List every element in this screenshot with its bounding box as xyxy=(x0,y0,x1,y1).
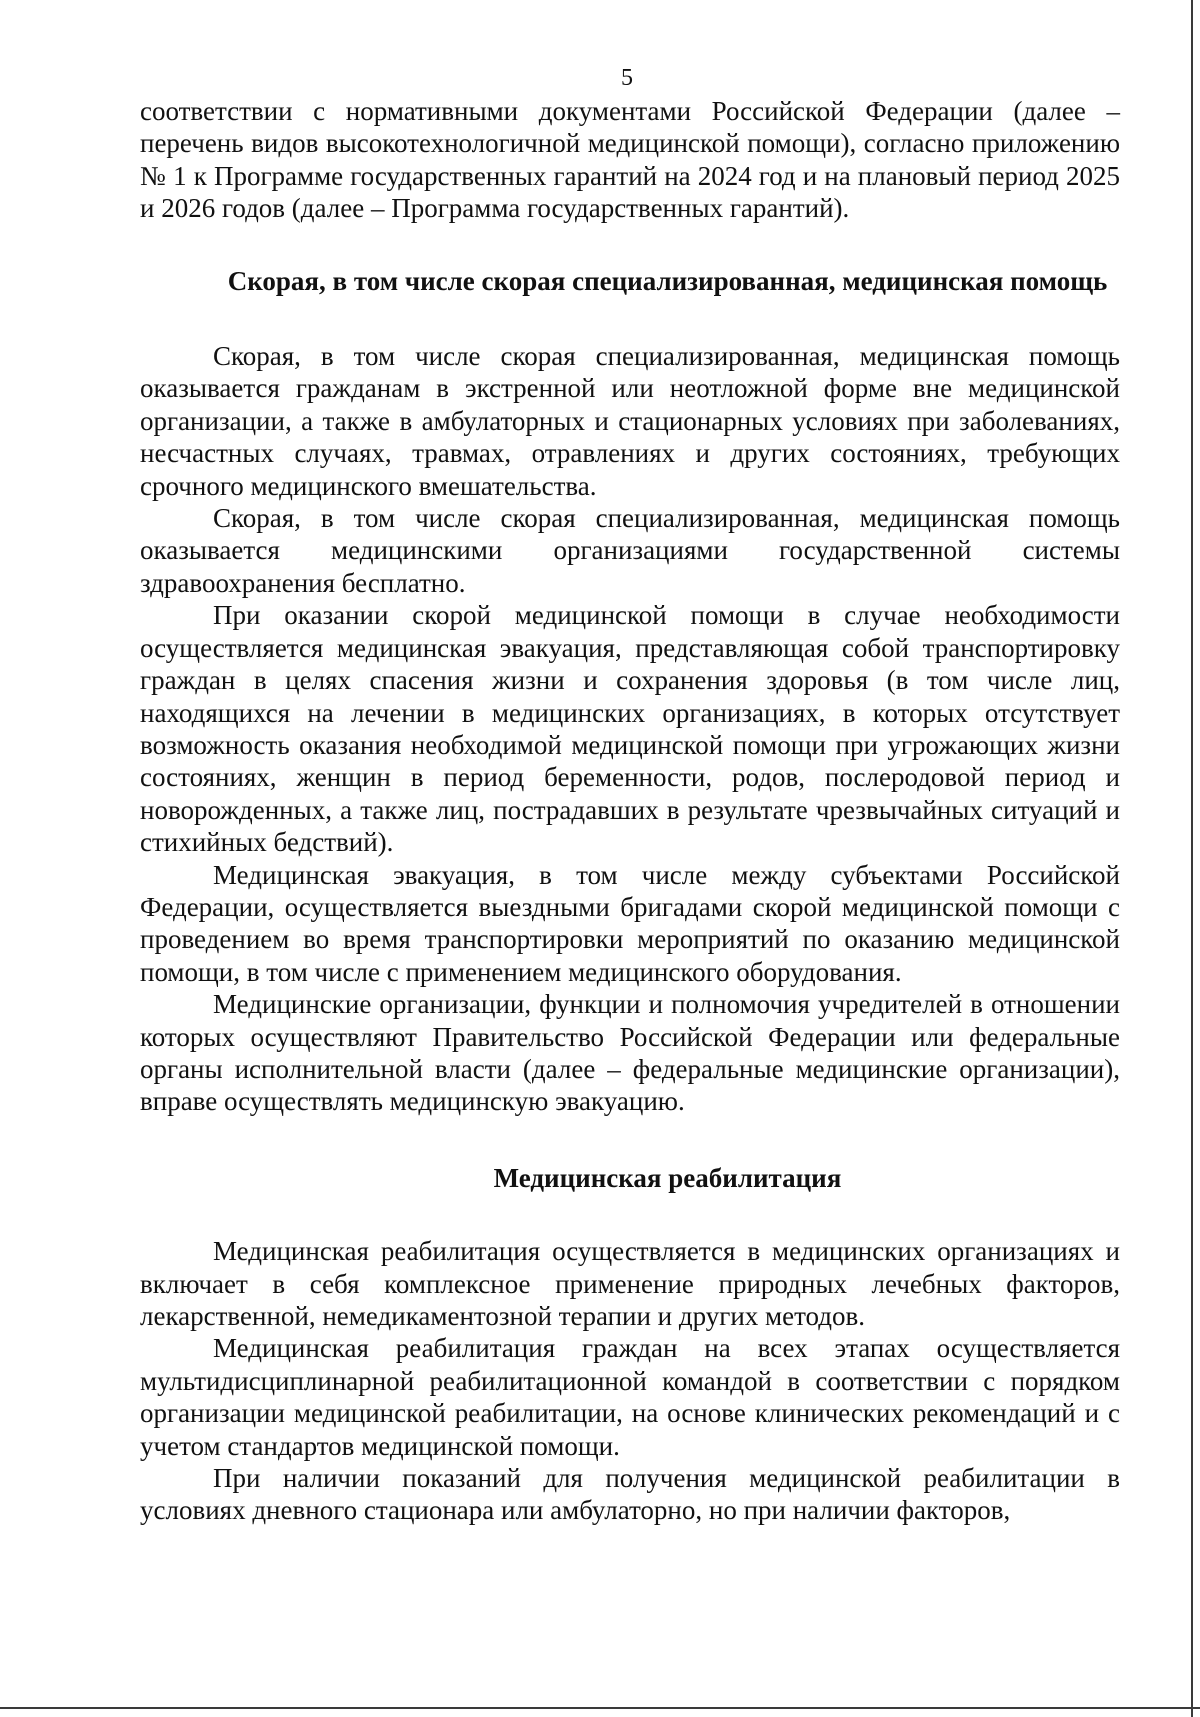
page-number: 5 xyxy=(621,65,633,91)
paragraph-rehab-1: Медицинская реабилитация осуществляется в медицинских организациях и включает в себя комплексное применение природных лечебных факторов, лекарственной, немедикаментозной терапии и других методов. xyxy=(140,1236,1120,1331)
paragraph-emergency-3: При оказании скорой медицинской помощи в случае необходимости осуществляется медицинская эвакуация, представляющая собой транспортировку граждан в целях спасения жизни и сохранения здоровья (в том числе лиц, находящихся на лечении в медицинских организациях, в которых отсутствует возможность оказания необходимой медицинской помощи при угрожающих жизни состояниях, женщин в период беременности, родов, послеродовой период и новорожденных, а также лиц, пострадавших в результате чрезвычайных ситуаций и стихийных бедствий). xyxy=(140,600,1120,858)
paragraph-emergency-2: Скорая, в том числе скорая специализированная, медицинская помощь оказывается медицинскими организациями государственной системы здравоохранения бесплатно. xyxy=(140,503,1120,598)
intro-paragraph: соответствии с нормативными документами Российской Федерации (далее – перечень видов высокотехнологичной медицинской помощи), согласно приложению № 1 к Программе государственных гарантий на 2024 год и на плановый период 2025 и 2026 годов (далее – Программа государственных гарантий). xyxy=(140,96,1120,224)
paragraph-emergency-5: Медицинские организации, функции и полномочия учредителей в отношении которых осуществляют Правительство Российской Федерации или федеральные органы исполнительной власти (далее – федеральные медицинские организации), вправе осуществлять медицинскую эвакуацию. xyxy=(140,989,1120,1117)
section-heading-rehabilitation: Медицинская реабилитация xyxy=(493,1162,842,1193)
scan-edge-bottom xyxy=(0,1707,1200,1709)
paragraph-emergency-4: Медицинская эвакуация, в том числе между субъектами Российской Федерации, осуществляется выездными бригадами скорой медицинской помощи с проведением во время транспортировки мероприятий по оказанию медицинской помощи, в том числе с применением медицинского оборудования. xyxy=(140,859,1120,987)
paragraph-rehab-3: При наличии показаний для получения медицинской реабилитации в условиях дневного стационара или амбулаторно, но при наличии факторов, xyxy=(140,1463,1120,1526)
document-body xyxy=(140,95,1120,1527)
scan-edge-right xyxy=(1191,0,1193,1717)
section-heading-emergency: Скорая, в том числе скорая специализированная, медицинская помощь xyxy=(227,265,1108,296)
paragraph-rehab-2: Медицинская реабилитация граждан на всех этапах осуществляется мультидисциплинарной реабилитационной командой в соответствии с порядком организации медицинской реабилитации, на основе клинических рекомендаций и с учетом стандартов медицинской помощи. xyxy=(140,1333,1120,1461)
paragraph-emergency-1: Скорая, в том числе скорая специализированная, медицинская помощь оказывается гражданам в экстренной или неотложной форме вне медицинской организации, а также в амбулаторных и стационарных условиях при заболеваниях, несчастных случаях, травмах, отравлениях и других состояниях, требующих срочного медицинского вмешательства. xyxy=(140,341,1120,501)
